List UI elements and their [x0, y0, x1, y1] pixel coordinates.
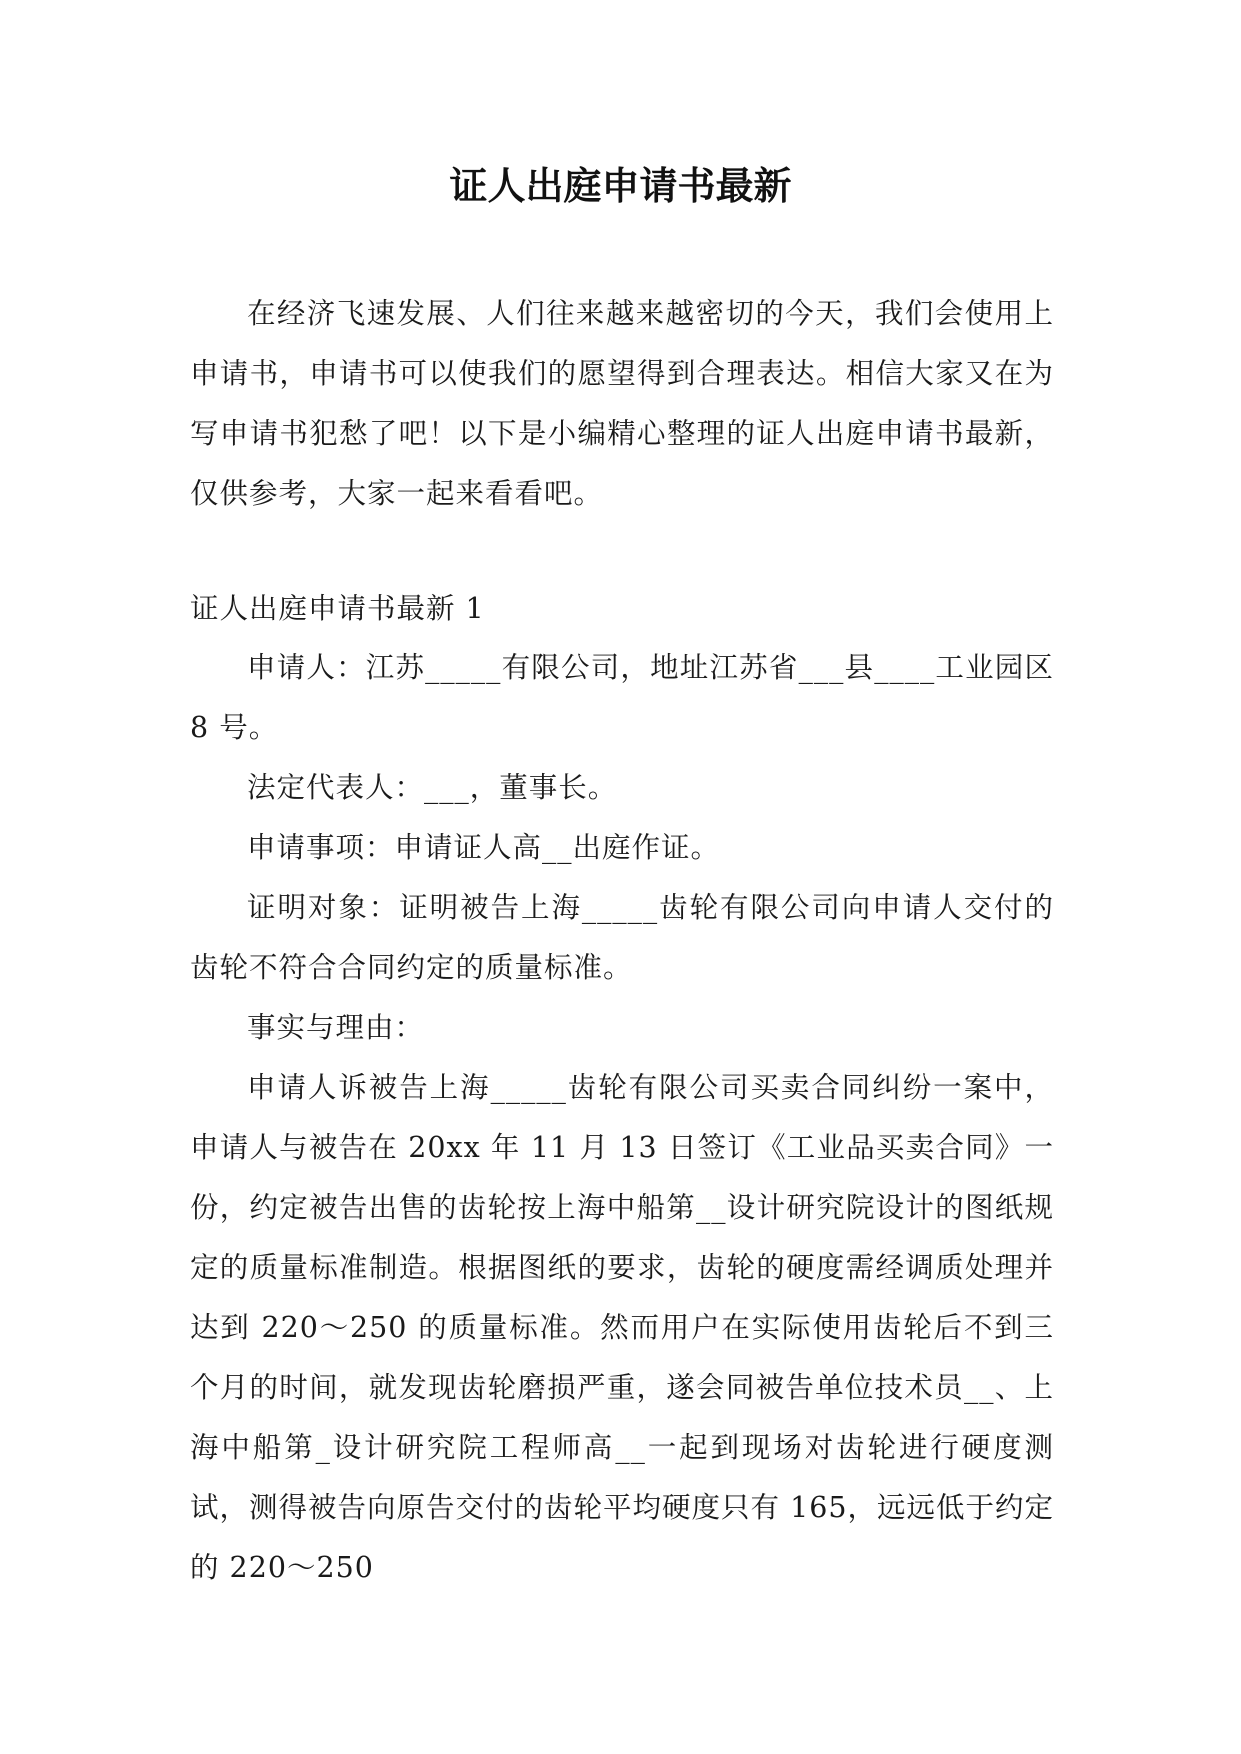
facts-paragraph: 申请人诉被告上海_____齿轮有限公司买卖合同纠纷一案中，申请人与被告在 20xx 年 11 月 13 日签订《工业品买卖合同》一份，约定被告出售的齿轮按上海中船第__设计研究院设计的图纸规定的质量标准制造。根据图纸的要求，齿轮的硬度需经调质处理并达到 220～250 的质量标准。然而用户在实际使用齿轮后不到三个月的时间，就发现齿轮磨损严重，遂会同被告单位技术员__、上海中船第_设计研究院工程师高__一起到现场对齿轮进行硬度测试，测得被告向原告交付的齿轮平均硬度只有 165，远远低于约定的 220～250 [190, 1071, 1054, 1584]
proof-object-paragraph: 证明对象：证明被告上海_____齿轮有限公司向申请人交付的齿轮不符合合同约定的质量标准。 [190, 891, 1054, 984]
intro-paragraph: 在经济飞速发展、人们往来越来越密切的今天，我们会使用上申请书，申请书可以使我们的愿望得到合理表达。相信大家又在为写申请书犯愁了吧！以下是小编精心整理的证人出庭申请书最新，仅供参考，大家一起来看看吧。 [190, 297, 1054, 510]
facts-heading-paragraph: 事实与理由： [247, 1011, 425, 1044]
application-matter-paragraph: 申请事项：申请证人高__出庭作证。 [247, 831, 721, 864]
document-title: 证人出庭申请书最新 [449, 164, 792, 208]
legal-representative-paragraph: 法定代表人：___，董事长。 [247, 771, 618, 804]
section-heading: 证人出庭申请书最新 1 [190, 592, 485, 625]
section-content [190, 638, 1054, 1598]
applicant-paragraph: 申请人：江苏_____有限公司，地址江苏省___县____工业园区 8 号。 [190, 651, 1054, 744]
